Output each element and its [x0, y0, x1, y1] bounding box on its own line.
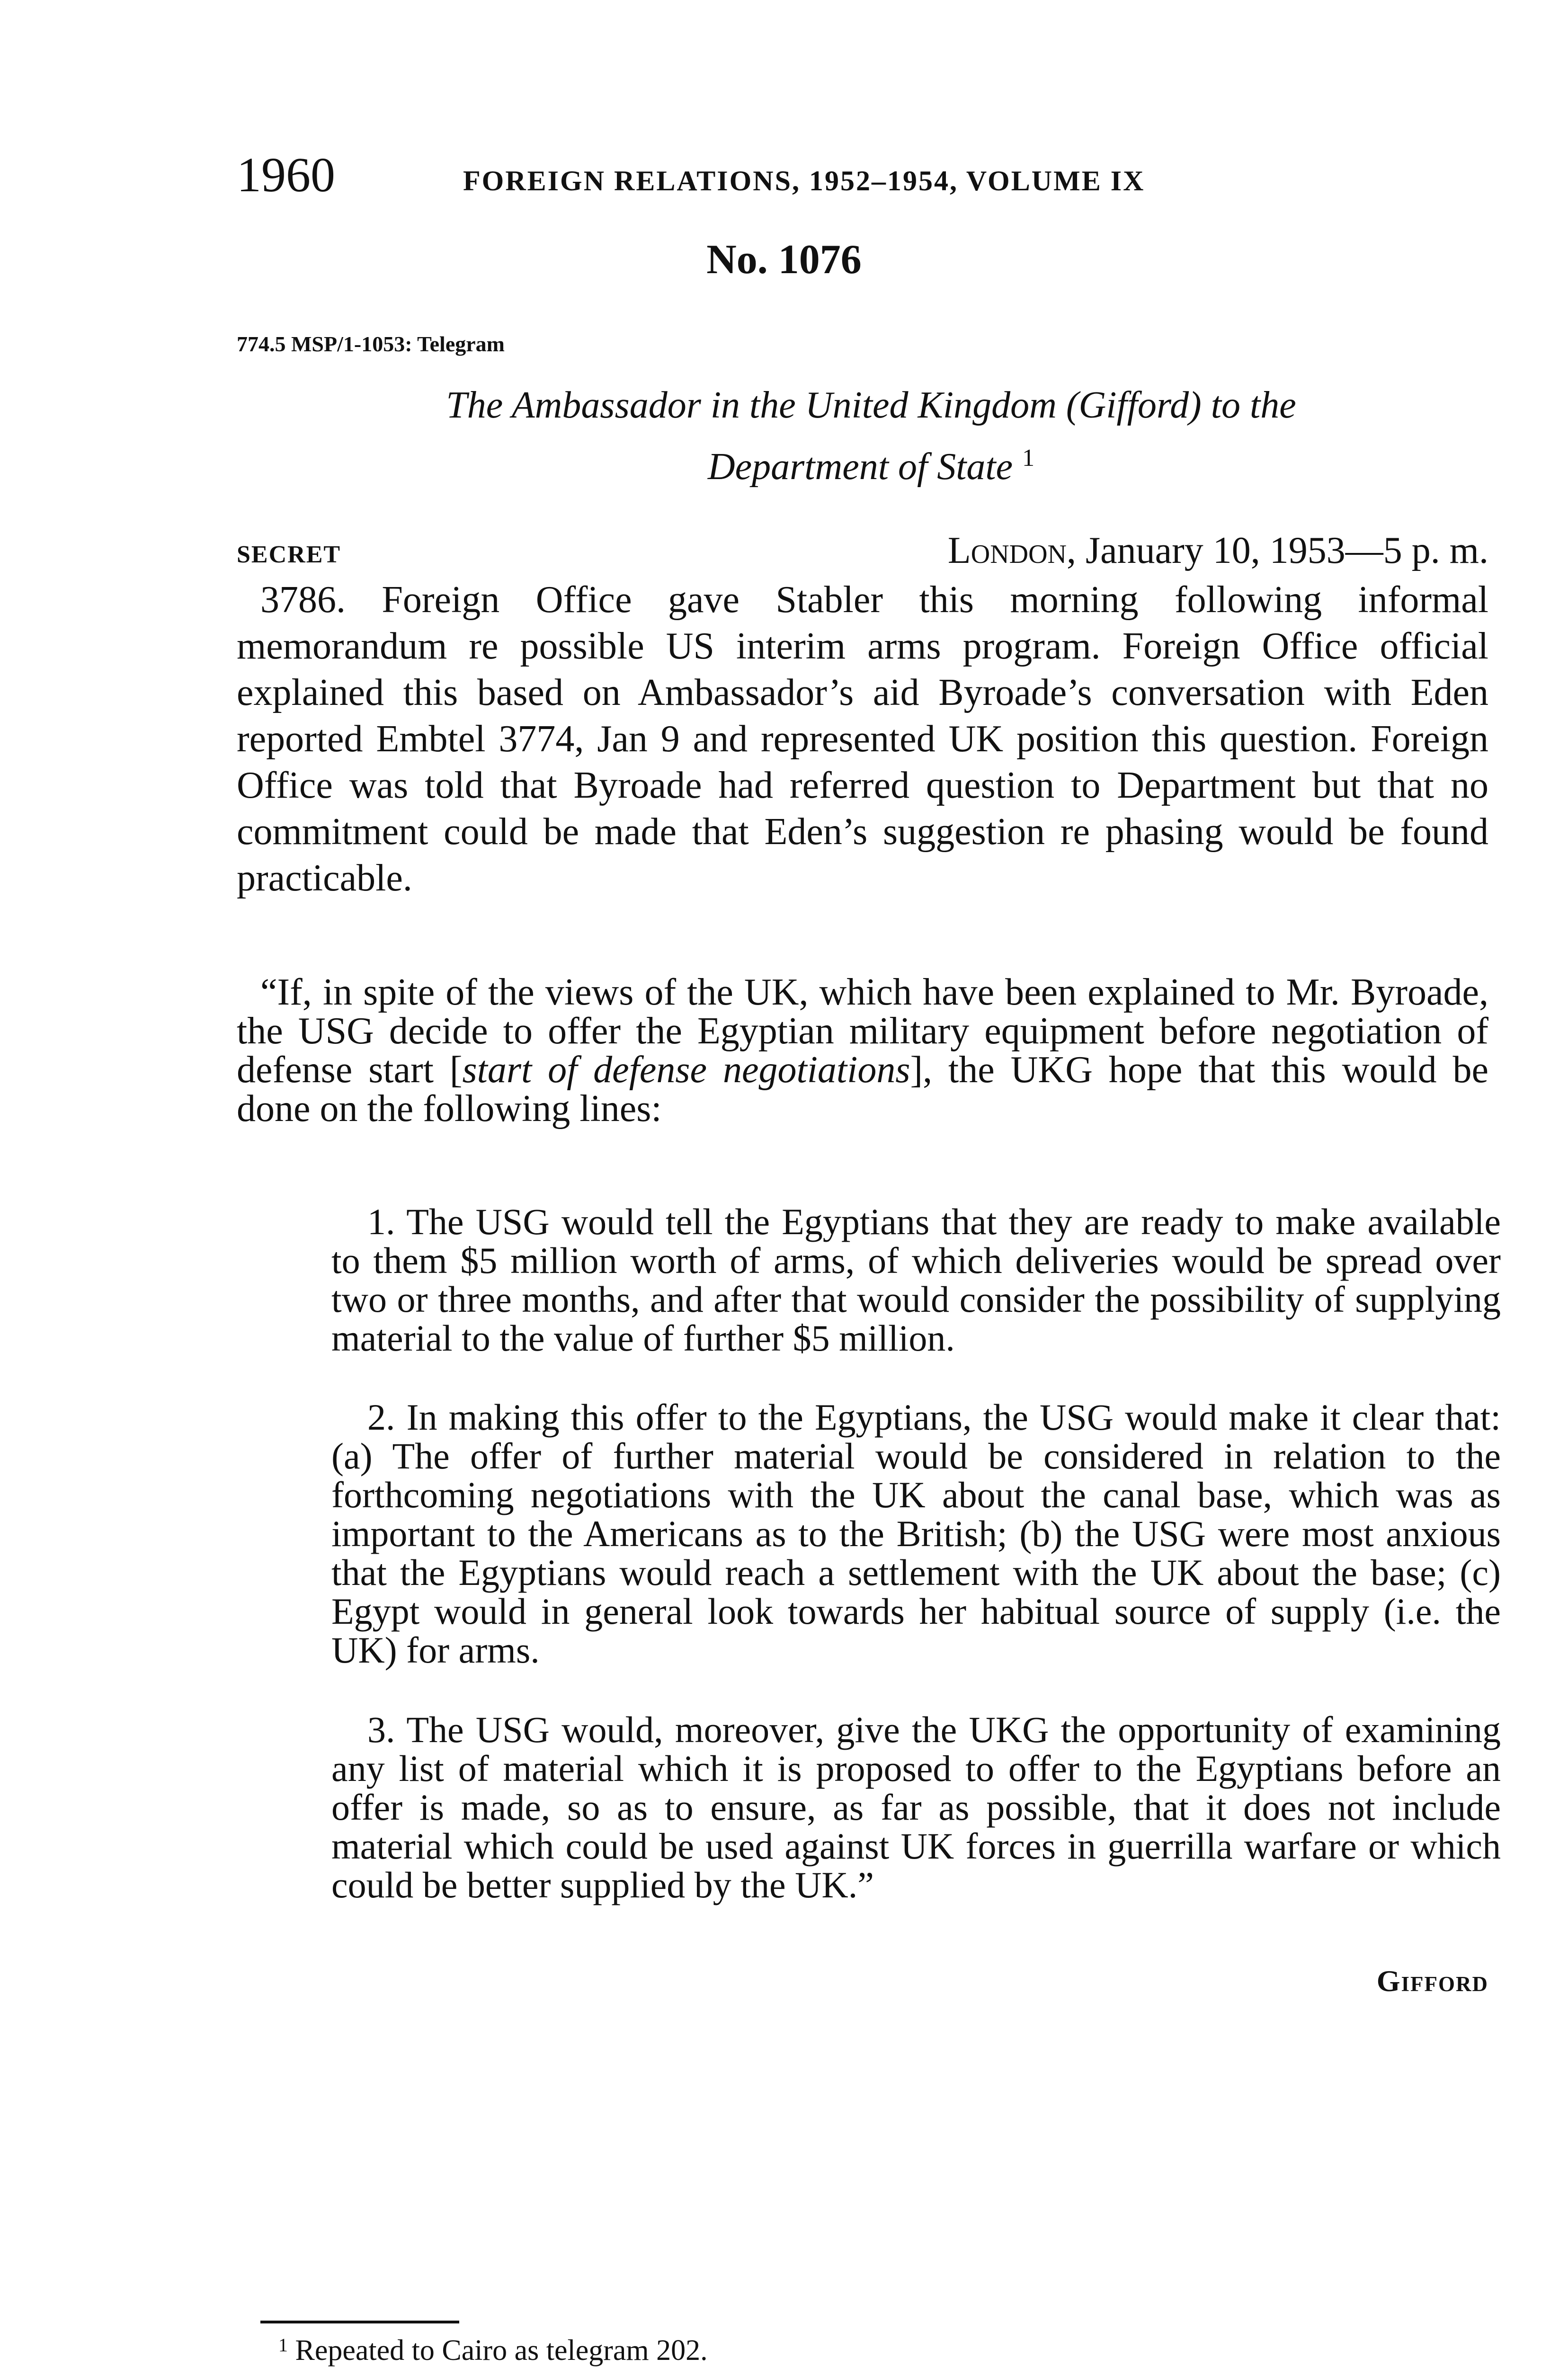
- dateline: [948, 529, 1488, 572]
- memo-item-1: 1. The USG would tell the Egyptians that they are ready to make available to them $5 million worth of arms, of which deliveries would be spread over two or three months, and after that would consider the possibility of supplying material to the value of further $5 million.: [331, 1201, 1501, 1359]
- dateline-place: London: [947, 530, 1067, 571]
- headline-line-2: [256, 432, 1487, 493]
- document-number: No. 1076: [706, 237, 862, 283]
- memo-item-2: 2. In making this offer to the Egyptians, the USG would make it clear that: (a) The offer of further material would be considered in relation to the forthcoming negotiations with the UK about the canal base, which was as important to the Americans as to the British; (b) the USG were most anxious that the Egyptians would reach a settlement with the UK about the base; (c) Egypt would in general look towards her habitual source of supply (i.e. the UK) for arms.: [331, 1397, 1501, 1671]
- file-reference: 774.5 MSP/1-1053: Telegram: [237, 332, 505, 356]
- classification-label: SECRET: [237, 541, 341, 568]
- para2-text-before: “If, in spite of the views of the UK, which have been explained to Mr. Byroade, the USG decide to offer the Egyptian military equipment before negotiation of defense start [: [237, 971, 1488, 1091]
- footnote: [278, 2334, 708, 2367]
- para2-text-after: ], the UKG hope that this would be done on the following lines:: [237, 1049, 1488, 1130]
- footnote-text: Repeated to Cairo as telegram 202.: [295, 2334, 708, 2367]
- footnote-marker: 1: [278, 2334, 288, 2356]
- document-headline: [256, 379, 1487, 493]
- headline-line-1: The Ambassador in the United Kingdom (Gifford) to the: [446, 384, 1296, 426]
- para2-italic-insert: start of defense negotiations: [462, 1049, 910, 1091]
- signature: Gifford: [1376, 1964, 1488, 1998]
- headline-footnote-marker: 1: [1022, 445, 1035, 472]
- memo-item-3: 3. The USG would, moreover, give the UKG the opportunity of examining any list of material which it is proposed to offer to the Egyptians before an offer is made, so as to ensure, as far as possible, that it does not include material which could be used against UK forces in guerrilla warfare or which could be better supplied by the UK.”: [331, 1709, 1501, 1905]
- dateline-date: , January 10, 1953—5 p. m.: [1066, 530, 1488, 571]
- footnote-divider: [260, 2321, 459, 2323]
- body-paragraph-1: 3786. Foreign Office gave Stabler this morning following informal memorandum re possible US interim arms program. Foreign Office official explained this based on Ambassador’s aid Byroade’s conversation with Eden reported Embtel 3774, Jan 9 and represented UK position this question. Foreign Office was told that Byroade had referred question to Department but that no commitment could be made that Eden’s suggestion re phasing would be found practicable.: [237, 579, 1488, 899]
- page-number: 1960: [237, 148, 335, 202]
- headline-line-2-text: Department of State: [707, 446, 1013, 488]
- running-head-title: FOREIGN RELATIONS, 1952–1954, VOLUME IX: [463, 165, 1145, 196]
- body-paragraph-2: [237, 973, 1488, 1128]
